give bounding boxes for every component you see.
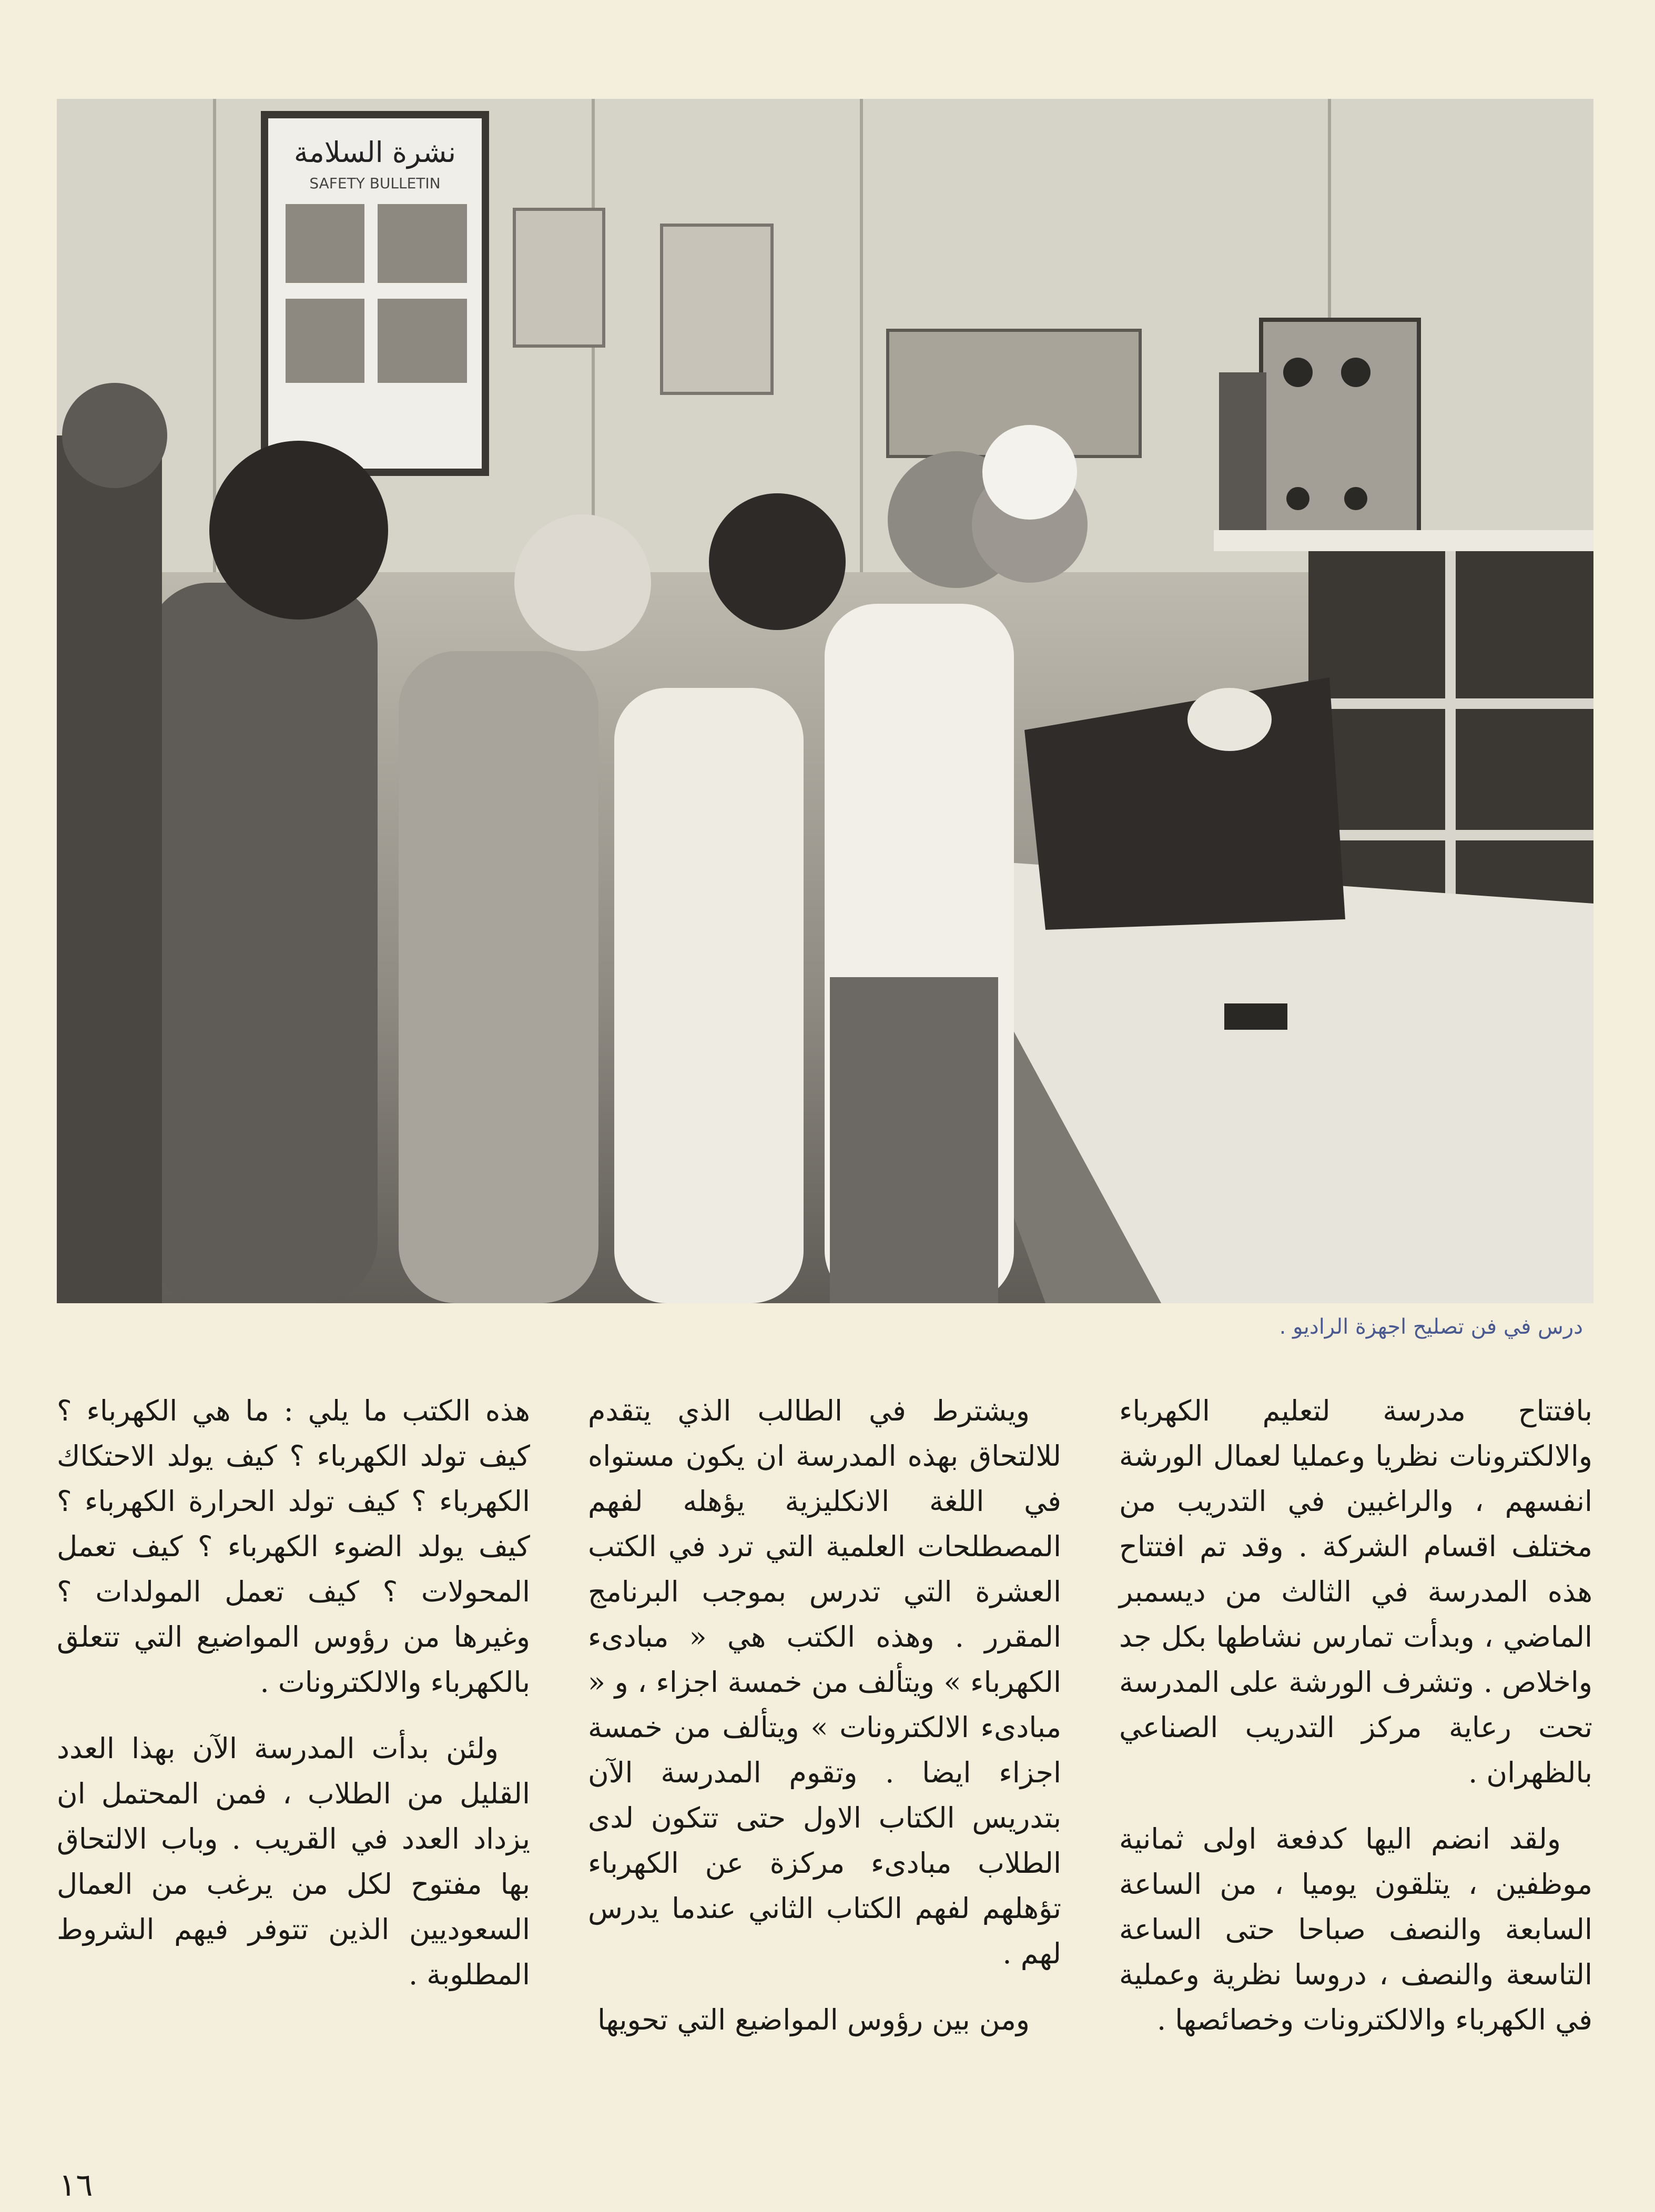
- safety-poster: [265, 115, 485, 472]
- poster-title: نشرة السلامة: [293, 136, 456, 169]
- photo-caption: درس في فن تصليح اجهزة الراديو .: [1279, 1315, 1583, 1339]
- paragraph: ويشترط في الطالب الذي يتقدم للالتحاق بهذه المدرسة ان يكون مستواه في اللغة الانكليزية يؤهله لفهم المصطلحات العلمية التي ترد في الكتب العشرة التي تدرس بموجب البرنامج المقرر . وهذه الكتب هي « مبادىء الكهرباء » ويتألف من خمسة اجزاء ، و « مبادىء الالكترونات » ويتألف من خمسة اجزاء ايضا . وتقوم المدرسة الآن بتدريس الكتاب الاول حتى تتكون لدى الطلاب مبادىء مركزة عن الكهرباء تؤهلهم لفهم الكتاب الثاني عندما يدرس لهم .: [588, 1394, 1061, 1970]
- paragraph: ومن بين رؤوس المواضيع التي تحويها: [597, 2003, 1030, 2036]
- poster-subtitle: SAFETY BULLETIN: [309, 175, 441, 192]
- students-and-instructor: [146, 425, 1088, 1303]
- paragraph: بافتتاح مدرسة لتعليم الكهرباء والالكترونات نظريا وعمليا لعمال الورشة انفسهم ، والراغبين في التدريب من مختلف اقسام الشركة . وقد تم افتتاح هذه المدرسة في الثالث من ديسمبر الماضي ، وبدأت تمارس نشاطها بكل جد واخلاص . وتشرف الورشة على المدرسة تحت رعاية مركز التدريب الصناعي بالظهران .: [1119, 1394, 1592, 1789]
- paragraph: هذه الكتب ما يلي : ما هي الكهرباء ؟ كيف تولد الكهرباء ؟ كيف يولد الاحتكاك الكهرباء ؟ كيف تولد الحرارة الكهرباء ؟ كيف يولد الضوء الكهرباء ؟ كيف تعمل المحولات ؟ كيف تعمل المولدات ؟ وغيرها من رؤوس المواضيع التي تتعلق بالكهرباء والالكترونات .: [57, 1394, 530, 1699]
- page-number: ١٦: [59, 2167, 93, 2204]
- photo: [57, 99, 1593, 1303]
- paragraph: ولقد انضم اليها كدفعة اولى ثمانية موظفين ، يتلقون يوميا ، من الساعة السابعة والنصف صباحا حتى الساعة التاسعة والنصف ، دروسا نظرية وعملية في الكهرباء والالكترونات وخصائصها .: [1119, 1822, 1592, 2036]
- paragraph: ولئن بدأت المدرسة الآن بهذا العدد القليل من الطلاب ، فمن المحتمل ان يزداد العدد في القريب . وباب الالتحاق بها مفتوح لكل من يرغب من العمال السعوديين الذين تتوفر فيهم الشروط المطلوبة .: [57, 1732, 530, 1991]
- workshop-photo: [57, 99, 1593, 1303]
- column-right: [1119, 1388, 1592, 2083]
- column-middle: [588, 1388, 1061, 2083]
- article-body: [57, 1388, 1592, 2083]
- column-left: [57, 1388, 530, 2083]
